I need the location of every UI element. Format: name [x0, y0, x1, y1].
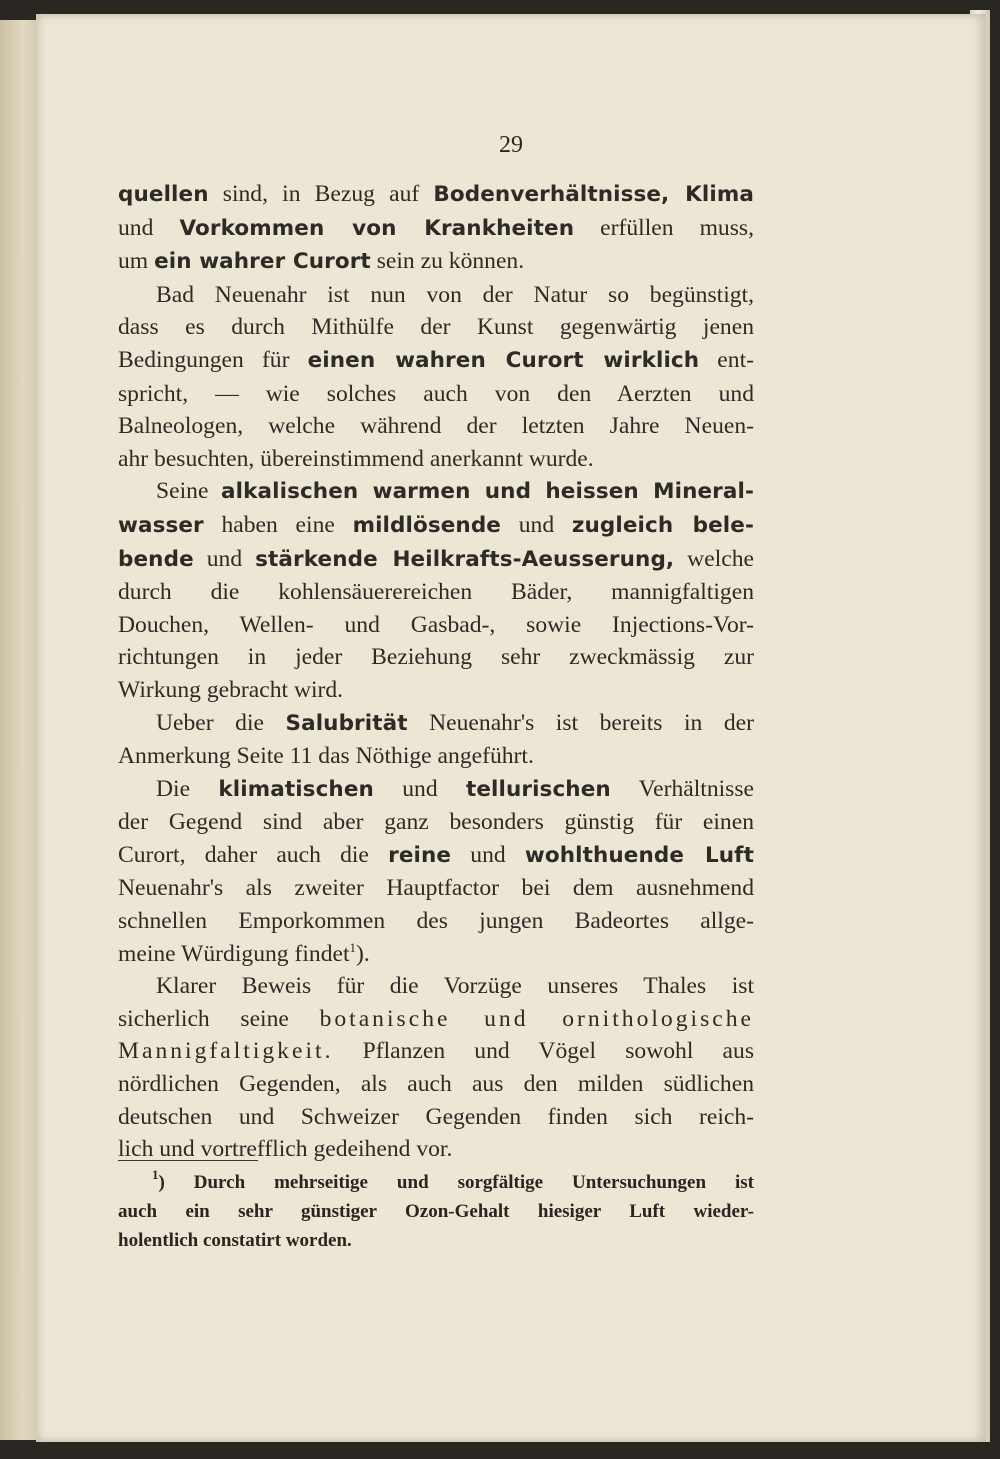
paragraph-6: [118, 970, 754, 1166]
spaced-emphasis: botanische und ornithologische: [319, 1005, 754, 1032]
text-line: schnellen Emporkommen des jungen Badeortes allge-: [118, 908, 754, 935]
text-line: richtungen in jeder Beziehung sehr zweckmässig zur: [118, 644, 754, 671]
text-run: welche: [674, 545, 754, 572]
text-line: dass es durch Mithülfe der Kunst gegenwärtig jenen: [118, 314, 754, 341]
text-line: Wirkung gebracht wird.: [118, 676, 344, 703]
text-line: nördlichen Gegenden, als auch aus den milden südlichen: [118, 1071, 754, 1098]
paragraph-5: [118, 773, 754, 971]
text-line: Anmerkung Seite 11 das Nöthige angeführt.: [118, 743, 534, 770]
text-line: holentlich constatirt worden.: [118, 1230, 352, 1251]
paragraph-4: [118, 707, 754, 773]
text-line: Neuenahr's als zweiter Hauptfactor bei dem ausnehmend: [118, 875, 754, 902]
text-run: haben eine: [203, 511, 353, 538]
text-run: Neuenahr's ist bereits in der: [407, 709, 754, 736]
emphasis: Vorkommen von Krankheiten: [179, 215, 575, 241]
text-line: lich und vortrefflich gedeihend vor.: [118, 1136, 453, 1163]
facing-page-edge: [0, 20, 38, 1440]
spaced-emphasis: Mannigfaltigkeit.: [118, 1038, 334, 1065]
text-run: und: [501, 511, 572, 538]
text-line: auch ein sehr günstiger Ozon-Gehalt hiesiger Luft wieder-: [118, 1201, 754, 1222]
emphasis: mildlösende: [352, 512, 501, 538]
emphasis: ein wahrer Curort: [154, 249, 371, 275]
emphasis: stärkende Heilkrafts-Aeusserung,: [255, 546, 675, 572]
emphasis: bende: [118, 546, 194, 572]
text-line: der Gegend sind aber ganz besonders günstig für einen: [118, 809, 754, 836]
text-run: ).: [356, 940, 370, 967]
paragraph-1: [118, 178, 754, 279]
text-run: und: [451, 841, 525, 868]
text-run: ) Durch mehrseitige und sorgfältige Untersuchungen ist: [158, 1172, 754, 1193]
text-line: durch die kohlensäuerereichen Bäder, mannigfaltigen: [118, 579, 754, 606]
emphasis: Bodenverhältnisse, Klima: [433, 182, 754, 207]
text-line: deutschen und Schweizer Gegenden finden sich reich-: [118, 1103, 754, 1130]
text-line: Bad Neuenahr ist nun von der Natur so begünstigt,: [156, 281, 754, 308]
emphasis: klimatischen: [218, 776, 374, 802]
text-line: Douchen, Wellen- und Gasbad-, sowie Injections-Vor-: [118, 611, 754, 638]
emphasis: zugleich bele-: [571, 512, 754, 538]
text-line: Klarer Beweis für die Vorzüge unseres Thales ist: [156, 973, 754, 1000]
text-run: Verhältnisse: [610, 775, 755, 802]
text-line: Balneologen, welche während der letzten Jahre Neuen-: [118, 413, 754, 440]
text-run: Curort, daher auch die: [118, 841, 389, 868]
footnote: [118, 1168, 754, 1255]
text-run: meine Würdigung findet: [118, 940, 350, 967]
emphasis: alkalischen warmen und heissen Mineral-: [221, 479, 754, 505]
paragraph-2: [118, 279, 754, 476]
text-run: ent-: [699, 346, 754, 373]
body-text: [118, 178, 754, 1166]
emphasis: Salubrität: [285, 710, 408, 736]
text-line: ahr besuchten, übereinstimmend anerkannt wurde.: [118, 445, 594, 472]
text-run: und: [118, 214, 180, 241]
emphasis: einen wahren Curort wirklich: [307, 347, 700, 373]
text-run: sind, in Bezug auf: [208, 181, 434, 207]
text-run: sein zu können.: [370, 248, 525, 275]
emphasis: wohlthuende Luft: [524, 842, 755, 868]
text-run: und: [193, 545, 256, 572]
page-number: 29: [499, 132, 523, 158]
emphasis: wasser: [118, 512, 204, 538]
paragraph-3: [118, 475, 754, 706]
text-run: und: [373, 775, 466, 802]
text-run: Ueber die: [156, 709, 286, 736]
text-line: spricht, — wie solches auch von den Aerzten und: [118, 380, 754, 407]
text-run: Die: [156, 775, 219, 802]
text-run: um: [118, 248, 155, 275]
text-run: erfüllen muss,: [574, 214, 754, 241]
text-run: sicherlich seine: [118, 1005, 320, 1032]
text-run: Seine: [156, 478, 222, 505]
emphasis: quellen: [118, 182, 209, 207]
text-run: Pflanzen und Vögel sowohl aus: [333, 1038, 754, 1065]
footnote-rule: [118, 1160, 258, 1161]
footnote-ref: 1: [349, 939, 357, 955]
footnote-marker: 1: [152, 1167, 159, 1182]
emphasis: reine: [388, 842, 452, 868]
text-run: Bedingungen für: [118, 346, 308, 373]
emphasis: tellurischen: [465, 776, 611, 802]
